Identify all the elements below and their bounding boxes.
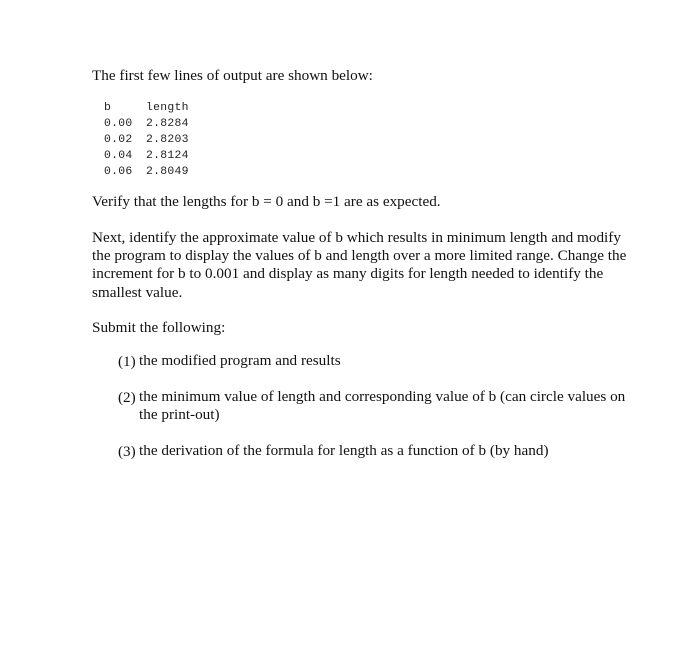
cell-b: 0.00: [104, 118, 133, 130]
item-text: the modified program and results: [139, 352, 341, 369]
cell-length: 2.8284: [146, 118, 189, 130]
submission-item: [118, 442, 638, 461]
item-number: (1): [118, 353, 136, 370]
table-row: [104, 116, 189, 132]
intro-text: The first few lines of output are shown below:: [92, 67, 373, 84]
item-number: (2): [118, 389, 136, 406]
verify-text: Verify that the lengths for b = 0 and b =1 are as expected.: [92, 193, 441, 210]
cell-length: 2.8049: [146, 166, 189, 178]
cell-b: 0.02: [104, 134, 133, 146]
column-header-length: length: [146, 102, 189, 114]
table-row: [104, 132, 189, 148]
submission-item: [118, 352, 638, 371]
cell-b: 0.04: [104, 150, 133, 162]
item-text: the derivation of the formula for length as a function of b (by hand): [139, 442, 549, 459]
cell-b: 0.06: [104, 166, 133, 178]
column-header-b: b: [104, 102, 112, 114]
submission-item: [118, 388, 638, 424]
submit-heading: Submit the following:: [92, 319, 226, 336]
cell-length: 2.8203: [146, 134, 189, 146]
item-text: the minimum value of length and corresponding value of b (can circle values on the print-out): [139, 388, 626, 423]
table-row: [104, 148, 189, 164]
table-row: [104, 164, 189, 180]
cell-length: 2.8124: [146, 150, 189, 162]
item-number: (3): [118, 443, 136, 460]
output-table-header: [104, 100, 189, 116]
instructions-paragraph: Next, identify the approximate value of b which results in minimum length and modify the program to display the values of b and length over a more limited range. Change the increment for b to 0.001 and display as many digits for length needed to identify the smallest value.: [92, 229, 627, 301]
output-table: [104, 100, 189, 180]
